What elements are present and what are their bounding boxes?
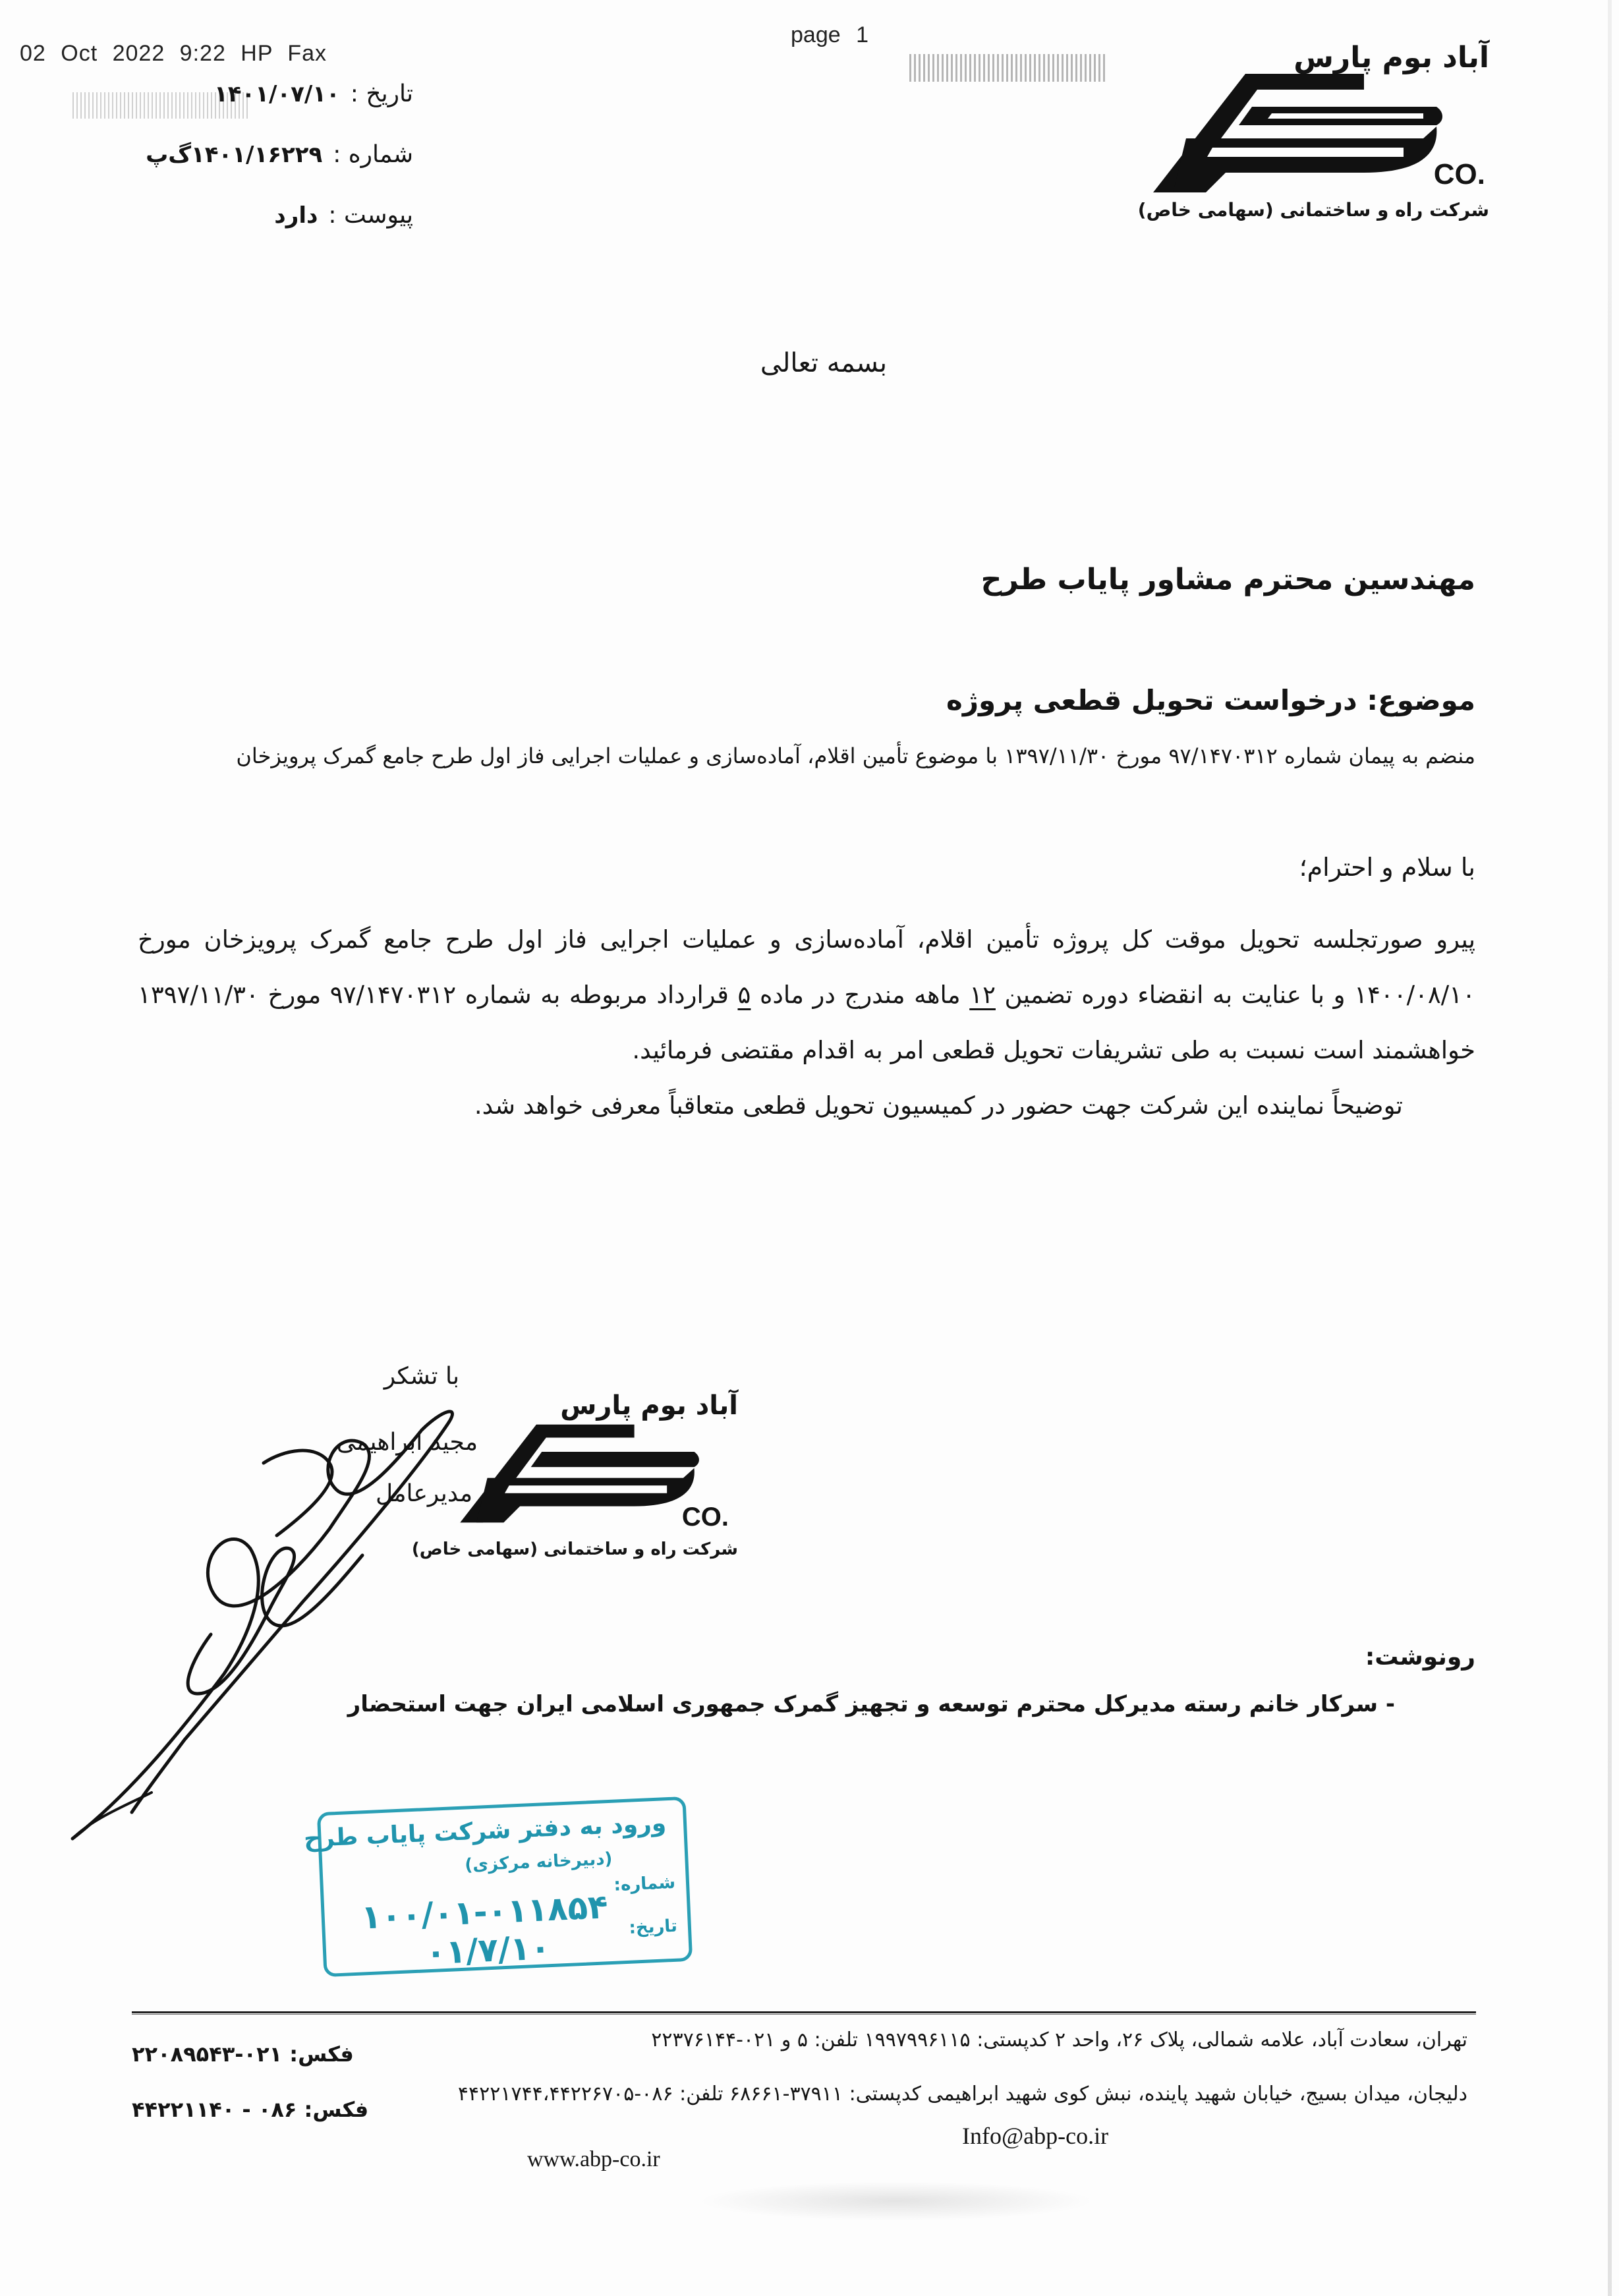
stamp-co: CO. xyxy=(681,1503,729,1532)
received-date-label: تاریخ: xyxy=(628,1916,678,1938)
signatory-title: مدیرعامل xyxy=(375,1480,472,1507)
received-stamp-subtitle: (دبیرخانه مرکزی) xyxy=(464,1849,613,1876)
cc-recipient: - سرکار خانم رسته مدیرکل محترم توسعه و تجهیز گمرک جمهوری اسلامی ایران جهت استحضار xyxy=(347,1691,1395,1717)
scan-smudge xyxy=(698,2181,1094,2221)
letter-meta xyxy=(44,80,413,262)
footer-tehran-fax: فکس: ۰۲۱-۲۲۰۸۹۵۴۳ xyxy=(132,2042,354,2067)
letter-body xyxy=(138,912,1475,1134)
subject: موضوع: درخواست تحویل قطعی پروژه xyxy=(946,684,1475,716)
signatory-name: مجید ابراهیمی xyxy=(336,1429,478,1456)
greeting: با سلام و احترام؛ xyxy=(1299,853,1475,882)
body-paragraph xyxy=(138,912,1475,1078)
fax-timestamp: 02 Oct 2022 9:22 HP Fax xyxy=(20,41,327,66)
footer-email: Info@abp-co.ir xyxy=(962,2123,1109,2149)
footer-website: www.abp-co.ir xyxy=(527,2147,660,2171)
date-label: تاریخ : xyxy=(350,80,413,107)
received-stamp-title: ورود به دفتر شرکت پایاب طرح xyxy=(303,1810,667,1853)
meta-date-row xyxy=(44,80,413,141)
closing: با تشکر xyxy=(383,1363,459,1390)
subject-detail: منضم به پیمان شماره ۹۷/۱۴۷۰۳۱۲ مورخ ۱۳۹۷/۱۱/۳۰ با موضوع تأمین اقلام، آماده‌سازی و عملیات اجرایی فاز اول طرح جامع گمرک پرویزخان xyxy=(236,743,1475,768)
logo-mark-icon xyxy=(1147,61,1450,206)
logo-co: CO. xyxy=(1433,158,1485,190)
logo-company-name: آباد بوم پارس xyxy=(1293,41,1489,74)
handwritten-signature-icon xyxy=(53,1384,527,1858)
attachment-label: پیوست : xyxy=(328,202,413,229)
meta-number-row xyxy=(44,141,413,202)
attachment-value: دارد xyxy=(274,202,318,229)
received-date-value: ۰۱/۷/۱۰ xyxy=(424,1928,552,1972)
number-value: ۱۴۰۱/۱۶۲۲۹گ‌پ xyxy=(146,142,323,168)
meta-attachment-row xyxy=(44,202,413,262)
stamp-company-name: آباد بوم پارس xyxy=(560,1391,738,1421)
scan-edge xyxy=(1608,0,1612,2296)
company-logo xyxy=(1120,41,1489,232)
fax-noise xyxy=(909,54,1107,82)
logo-tagline: شرکت راه و ساختمانی (سهامی خاص) xyxy=(1137,199,1489,221)
footer-divider xyxy=(132,2011,1476,2013)
received-number-label: شماره: xyxy=(613,1872,676,1895)
date-value: ۱۴۰۱/۰۷/۱۰ xyxy=(213,81,340,107)
body-last-line: توضیحاً نماینده این شرکت جهت حضور در کمیسیون تحویل قطعی متعاقباً معرفی خواهد شد. xyxy=(474,1091,1403,1120)
article-number: ۵ xyxy=(737,981,751,1009)
fax-page-number: page 1 xyxy=(791,22,868,47)
footer-delijan-fax: فکس: ۰۸۶ - ۴۴۲۲۱۱۴۰ xyxy=(132,2097,369,2122)
addressee: مهندسین محترم مشاور پایاب طرح xyxy=(980,563,1475,596)
body-part-1: پیرو صورتجلسه تحویل موقت کل پروژه تأمین اقلام، آماده‌سازی و عملیات اجرایی فاز اول طرح جامع گمرک پرویزخان مورخ ۱۴۰۰/۰۸/۱۰ و با عنایت به انقضاء دوره تضمین xyxy=(138,925,1476,1009)
cc-label: رونوشت: xyxy=(1365,1644,1475,1671)
footer-divider-thin xyxy=(132,2014,1476,2015)
footer-tehran-address: تهران، سعادت آباد، علامه شمالی، پلاک ۲۶، واحد ۲ کدپستی: ۱۹۹۷۹۹۶۱۱۵ تلفن: ۵ و ۰۲۱-۲۲۳۷۶۱۴۴ xyxy=(651,2028,1467,2052)
body-part-2: ماهه مندرج در ماده xyxy=(759,981,961,1009)
received-stamp xyxy=(303,1796,693,1977)
footer-delijan-address: دلیجان، میدان بسیج، خیابان شهید پاینده، نبش کوی شهید ابراهیمی کدپستی: ۳۷۹۱۱-۶۸۶۶۱ تلفن: ۰۸۶-۴۴۲۲۱۷۴۴،۴۴۲۲۶۷۰۵ xyxy=(457,2082,1467,2106)
warranty-months: ۱۲ xyxy=(969,981,996,1009)
number-label: شماره : xyxy=(333,141,413,168)
body-part-3: قرارداد مربوطه به شماره ۹۷/۱۴۷۰۳۱۲ مورخ ۱۳۹۷/۱۱/۳۰ خواهشمند است نسبت به طی تشریفات تحویل قطعی امر به اقدام مقتضی فرمائید. xyxy=(138,981,1475,1064)
stamp-tagline: شرکت راه و ساختمانی (سهامی خاص) xyxy=(411,1539,738,1559)
received-number-value: ۱۰۰/۰۱-۰۱۱۸۵۴ xyxy=(360,1887,609,1937)
basmala: بسمه تعالی xyxy=(760,348,888,378)
